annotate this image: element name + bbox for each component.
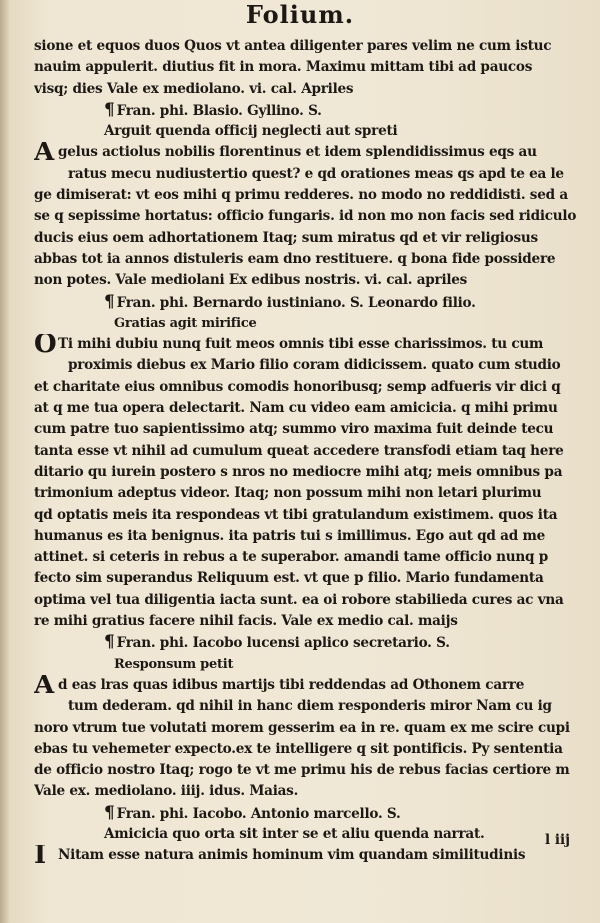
line-text: cum patre tuo sapientissimo atq; summo viro maxima fuit deinde tecu [34, 421, 554, 438]
line-text: ducis eius oem adhortationem Itaq; sum miratus qd et vir religiosus [34, 229, 538, 246]
text-line [34, 100, 584, 121]
text-line [34, 696, 584, 717]
text-line [34, 718, 584, 739]
text-line [34, 526, 584, 547]
line-text: Amicicia quo orta sit inter se et aliu quenda narrat. [104, 825, 485, 842]
line-text: noro vtrum tue volutati morem gesserim ea in re. quam ex me scire cupi [34, 719, 570, 736]
text-line [34, 632, 584, 653]
binding-gutter [0, 0, 10, 923]
line-text: d eas lras quas idibus martijs tibi reddendas ad Othonem carre [58, 676, 525, 693]
line-text: nauim appulerit. diutius fit in mora. Maximu mittam tibi ad paucos [34, 59, 533, 76]
line-text: de officio nostro Itaq; rogo te vt me primu his de rebus facias certiore m [34, 762, 570, 779]
text-line [34, 377, 584, 398]
text-line [34, 568, 584, 589]
text-line [34, 803, 584, 824]
letter-text-block [34, 36, 584, 867]
line-text: humanus es ita benignus. ita patris tui s imillimus. Ego aut qd ad me [34, 527, 545, 544]
line-text: Ti mihi dubiu nunq fuit meos omnis tibi esse charissimos. tu cum [58, 336, 544, 353]
text-line [34, 292, 584, 313]
text-line [34, 419, 584, 440]
text-line [34, 355, 584, 376]
text-line [34, 206, 584, 227]
text-line [34, 483, 584, 504]
text-line [34, 781, 584, 802]
line-text: Gratias agit mirifice [114, 315, 257, 331]
text-line [34, 760, 584, 781]
line-text: fecto sim superandus Reliquum est. vt que p filio. Mario fundamenta [34, 570, 544, 587]
line-text: at q me tua opera delectarit. Nam cu video eam amicicia. q mihi primu [34, 400, 558, 417]
text-line [34, 121, 584, 142]
text-line [34, 398, 584, 419]
line-text: Fran. phi. Iacobo lucensi aplico secretario. S. [116, 635, 450, 652]
text-line [34, 441, 584, 462]
line-text: Fran. phi. Bernardo iustiniano. S. Leonardo filio. [116, 294, 476, 311]
pilcrow-mark: ¶ [104, 99, 115, 120]
line-text: Vale ex. mediolano. iiij. idus. Maias. [34, 783, 299, 800]
pilcrow-mark: ¶ [104, 802, 115, 823]
line-text: sione et equos duos Quos vt antea diligenter pares velim ne cum istuc [34, 38, 552, 54]
line-text: ratus mecu nudiustertio quest? e qd orationes meas qs apd te ea le [68, 165, 564, 182]
line-text: et charitate eius omnibus comodis honoribusq; semp adfueris vir dici q [34, 378, 561, 395]
text-line [34, 228, 584, 249]
text-line [34, 462, 584, 483]
line-text: trimonium adeptus videor. Itaq; non possum mihi non letari plurimu [34, 485, 542, 502]
drop-capital: I [34, 845, 46, 867]
text-line [34, 57, 584, 78]
text-line [34, 79, 584, 100]
line-text: gelus actiolus nobilis florentinus et idem splendidissimus eqs au [58, 144, 537, 161]
text-line [34, 270, 584, 291]
pilcrow-mark: ¶ [104, 632, 115, 653]
line-text: ge dimiserat: vt eos mihi q primu redderes. no modo no reddidisti. sed a [34, 187, 568, 204]
line-text: optima vel tua diligentia iacta sunt. ea oi robore stabilieda cures ac vna [34, 591, 564, 608]
pilcrow-mark: ¶ [104, 291, 115, 312]
text-line [34, 739, 584, 760]
line-text: qd optatis meis ita respondeas vt tibi gratulandum existimem. quos ita [34, 506, 558, 523]
text-line [34, 547, 584, 568]
line-text: Nitam esse natura animis hominum vim quandam similitudinis [58, 847, 526, 864]
text-line [34, 505, 584, 526]
page-header-folium: Folium. [245, 0, 355, 29]
text-line [34, 313, 584, 334]
line-text: attinet. si ceteris in rebus a te superabor. amandi tame officio nunq p [34, 549, 549, 566]
text-line [34, 249, 584, 270]
line-text: tanta esse vt nihil ad cumulum queat accedere transfodi etiam taq here [34, 442, 564, 459]
drop-capital: O [34, 334, 57, 356]
line-text: proximis diebus ex Mario filio coram didicissem. quato cum studio [68, 357, 561, 374]
line-text: non potes. Vale mediolani Ex edibus nostris. vi. cal. apriles [34, 272, 468, 289]
text-line [34, 185, 584, 206]
line-text: abbas tot ia annos distuleris eam dno restituere. q bona fide possidere [34, 250, 556, 267]
text-line [34, 611, 584, 632]
line-text: se q sepissime hortatus: officio fungaris. id non mo non facis sed ridiculo [34, 208, 577, 225]
text-line [34, 164, 584, 185]
line-text: visq; dies Vale ex mediolano. vi. cal. Apriles [34, 80, 354, 97]
line-text: tum dederam. qd nihil in hanc diem responderis miror Nam cu ig [68, 698, 552, 715]
text-line [34, 845, 584, 866]
text-line [34, 334, 584, 355]
signature-mark: l iij [545, 832, 570, 848]
drop-capital: A [34, 142, 54, 164]
text-line [34, 675, 584, 696]
drop-capital: A [34, 674, 54, 697]
text-line [34, 824, 584, 845]
line-text: Responsum petit [114, 656, 234, 672]
line-text: re mihi gratius facere nihil facis. Vale ex medio cal. maijs [34, 613, 458, 630]
text-line [34, 36, 584, 57]
line-text: ebas tu vehemeter expecto.ex te intelligere q sit pontificis. Py sententia [34, 740, 563, 757]
text-line [34, 654, 584, 675]
line-text: ditario qu iurein postero s nros no mediocre mihi atq; meis omnibus pa [34, 463, 563, 480]
text-line [34, 590, 584, 611]
text-line [34, 142, 584, 163]
line-text: Arguit quenda officij neglecti aut spreti [104, 123, 398, 140]
line-text: Fran. phi. Iacobo. Antonio marcello. S. [116, 805, 401, 822]
line-text: Fran. phi. Blasio. Gyllino. S. [116, 102, 322, 119]
